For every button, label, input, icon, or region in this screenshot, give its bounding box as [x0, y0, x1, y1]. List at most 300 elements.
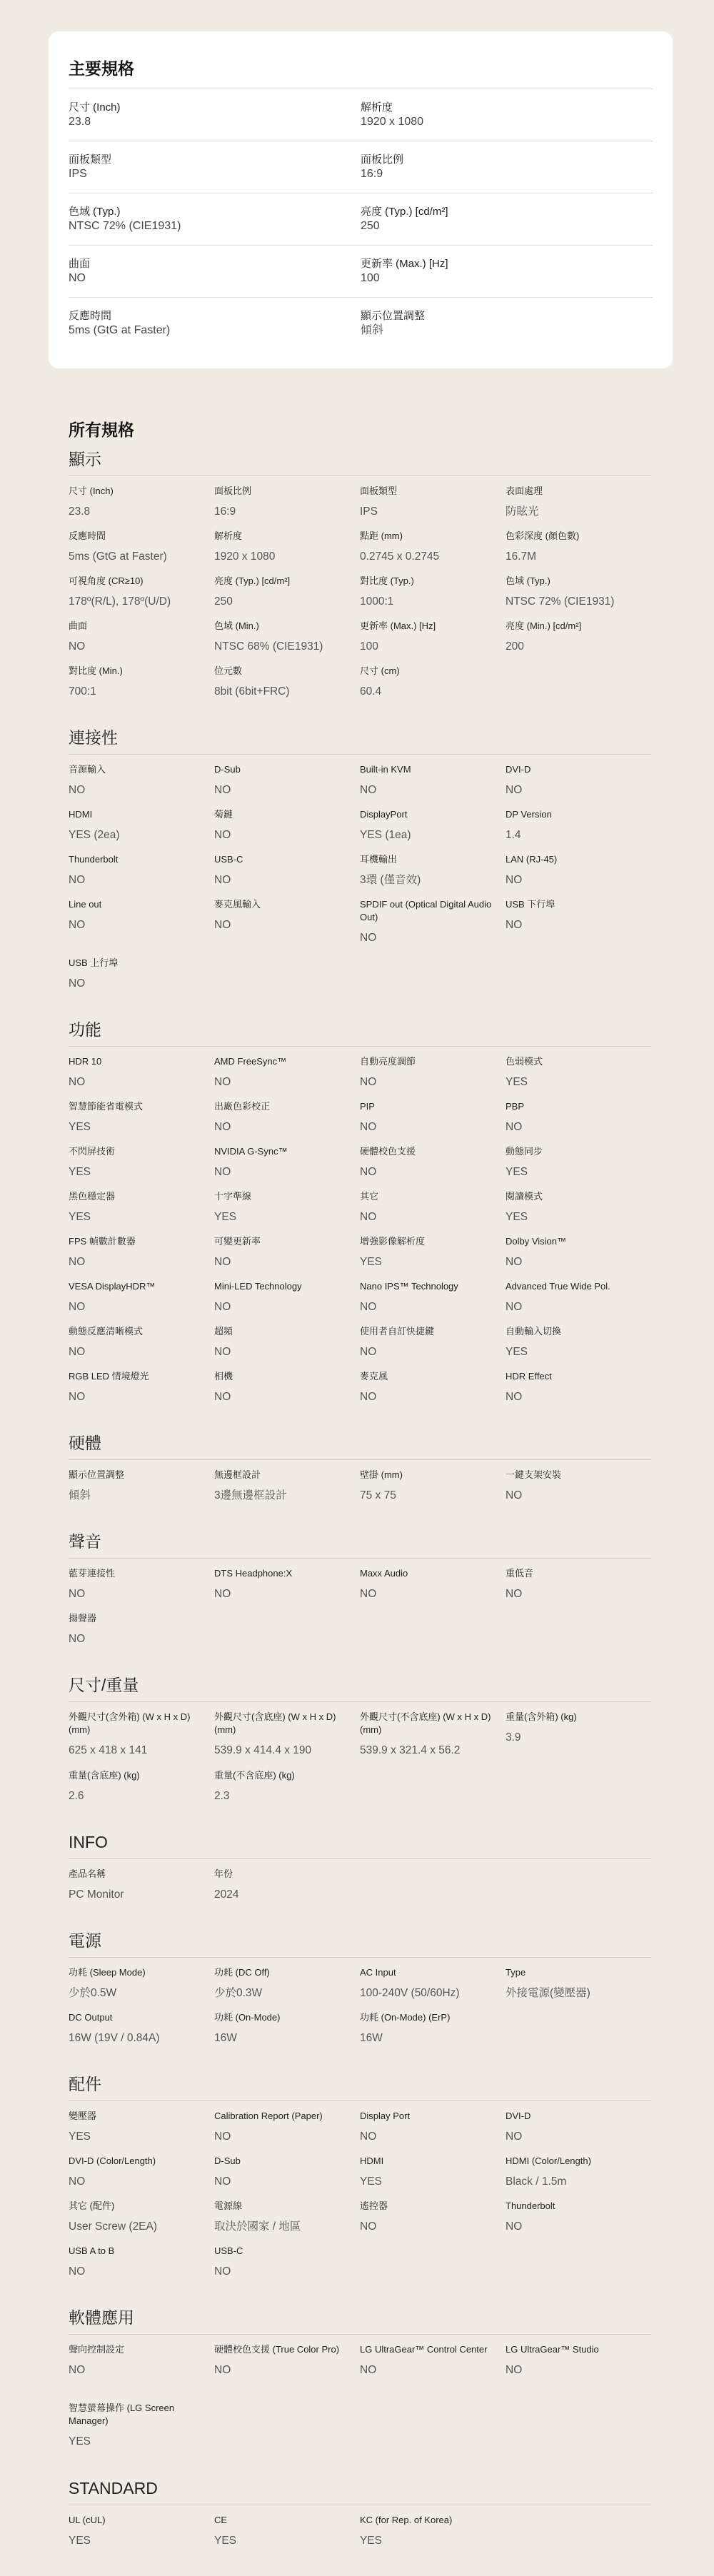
- spec-label: Calibration Report (Paper): [214, 2110, 323, 2121]
- spec-item: [214, 2343, 360, 2402]
- spec-item: [214, 2155, 360, 2200]
- spec-value: 60.4: [360, 685, 382, 698]
- spec-value: 2024: [214, 1888, 239, 1901]
- spec-value: 16.7M: [506, 550, 537, 563]
- spec-value: NO: [214, 2175, 231, 2188]
- spec-value: NO: [214, 1391, 231, 1403]
- spec-value: 8bit (6bit+FRC): [214, 685, 290, 698]
- spec-item: [69, 853, 214, 898]
- spec-grid: [69, 1055, 651, 1415]
- spec-label: AMD FreeSync™: [214, 1056, 287, 1067]
- spec-item: [506, 808, 651, 853]
- spec-grid: [69, 2110, 651, 2290]
- spec-label: 麥克風輸入: [214, 899, 261, 910]
- spec-label: 面板類型: [360, 485, 398, 496]
- section-title: 尺寸/重量: [69, 1676, 139, 1694]
- spec-item: [69, 2110, 214, 2155]
- spec-label: Mini-LED Technology: [214, 1281, 302, 1292]
- spec-item: [69, 1190, 214, 1235]
- spec-item: [69, 2155, 214, 2200]
- spec-value: NO: [69, 1346, 86, 1358]
- spec-item: [69, 898, 214, 957]
- spec-item: [506, 1469, 651, 1514]
- key-specs-grid: [69, 89, 653, 349]
- spec-value: 3環 (僅音效): [360, 874, 421, 886]
- spec-value: NO: [69, 1588, 86, 1600]
- spec-value: NO: [214, 874, 231, 886]
- spec-value: 2.6: [69, 1790, 84, 1802]
- spec-label: 增強影像解析度: [360, 1236, 426, 1247]
- key-spec-item: [361, 89, 653, 141]
- spec-value: NO: [360, 1166, 377, 1178]
- spec-value: NO: [506, 2220, 523, 2233]
- spec-section: [69, 727, 651, 1002]
- spec-value: YES: [69, 2435, 91, 2447]
- spec-item: [506, 575, 651, 620]
- section-title: 硬體: [69, 1434, 101, 1452]
- spec-label: 出廠色彩校正: [214, 1101, 271, 1112]
- spec-label: 不閃屏技術: [69, 1146, 116, 1157]
- spec-label: 壁掛 (mm): [360, 1469, 403, 1480]
- spec-item: [506, 1966, 651, 2011]
- section-title: 軟體應用: [69, 2308, 134, 2327]
- spec-label: 更新率 (Max.) [Hz]: [360, 620, 436, 631]
- spec-label: DisplayPort: [360, 809, 408, 820]
- spec-item: [69, 1370, 214, 1415]
- spec-value: User Screw (2EA): [69, 2220, 158, 2233]
- spec-value: NO: [506, 1256, 523, 1268]
- spec-value: YES: [69, 2535, 91, 2547]
- spec-value: YES: [506, 1076, 528, 1088]
- spec-item: [214, 1469, 360, 1514]
- spec-value: 539.9 x 321.4 x 56.2: [360, 1744, 461, 1756]
- spec-value: Black / 1.5m: [506, 2175, 567, 2188]
- spec-item: [360, 2155, 506, 2200]
- spec-value: NO: [69, 919, 86, 931]
- spec-item: [69, 1868, 214, 1913]
- spec-grid: [69, 763, 651, 1002]
- spec-item: [360, 898, 506, 957]
- spec-label: Line out: [69, 899, 102, 910]
- spec-item: [69, 1567, 214, 1612]
- spec-label: Display Port: [360, 2110, 411, 2121]
- spec-item: [360, 1567, 506, 1612]
- spec-item: [214, 2514, 360, 2559]
- section-title: 功能: [69, 1020, 101, 1039]
- spec-value: NO: [506, 919, 523, 931]
- spec-item: [360, 1280, 506, 1325]
- spec-label: 外觀尺寸(含底座) (W x H x D) (mm): [214, 1711, 336, 1735]
- section-title: 連接性: [69, 728, 118, 747]
- spec-item: [214, 1567, 360, 1612]
- spec-item: [360, 1145, 506, 1190]
- key-spec-label: 曲面: [69, 258, 91, 270]
- spec-label: USB A to B: [69, 2245, 115, 2256]
- section-title: 聲音: [69, 1532, 101, 1551]
- spec-value: YES: [506, 1211, 528, 1223]
- spec-item: [69, 2514, 214, 2559]
- key-spec-value: 5ms (GtG at Faster): [69, 324, 171, 336]
- spec-label: 可視角度 (CR≥10): [69, 575, 144, 586]
- spec-grid: [69, 1711, 651, 1814]
- spec-item: [214, 808, 360, 853]
- spec-value: NO: [360, 1301, 377, 1313]
- spec-value: YES: [360, 1256, 383, 1268]
- spec-item: [214, 1711, 360, 1769]
- spec-label: D-Sub: [214, 764, 241, 775]
- section-title: INFO: [69, 1833, 108, 1851]
- spec-item: [69, 808, 214, 853]
- spec-value: YES: [69, 2130, 91, 2143]
- key-specs-title: 主要規格: [69, 59, 134, 78]
- spec-label: 功耗 (Sleep Mode): [69, 1967, 146, 1978]
- key-spec-label: 面板類型: [69, 154, 112, 166]
- spec-item: [69, 2245, 214, 2290]
- spec-label: Thunderbolt: [506, 2200, 555, 2211]
- spec-label: DVI-D: [506, 2110, 531, 2121]
- spec-label: LG UltraGear™ Studio: [506, 2344, 599, 2355]
- spec-item: [360, 2110, 506, 2155]
- spec-item: [214, 2200, 360, 2245]
- spec-value: NO: [360, 2364, 377, 2376]
- spec-item: [69, 665, 214, 710]
- spec-label: 重量(含底座) (kg): [69, 1770, 140, 1781]
- spec-item: [69, 2011, 214, 2056]
- spec-label: DVI-D: [506, 764, 531, 775]
- spec-item: [214, 1190, 360, 1235]
- all-specs-title: 所有規格: [69, 421, 134, 439]
- spec-grid: [69, 485, 651, 710]
- spec-item: [214, 1055, 360, 1100]
- spec-value: NO: [360, 1211, 377, 1223]
- spec-label: 自動輸入切換: [506, 1326, 562, 1337]
- spec-value: 178º(R/L), 178º(U/D): [69, 595, 171, 608]
- spec-item: [69, 1769, 214, 1814]
- key-spec-item: [361, 141, 653, 193]
- spec-value: 16W (19V / 0.84A): [69, 2032, 160, 2044]
- spec-value: YES (2ea): [69, 829, 120, 841]
- section-title: 配件: [69, 2075, 101, 2093]
- spec-section: [69, 1019, 651, 1415]
- spec-value: NO: [214, 784, 231, 796]
- spec-label: Dolby Vision™: [506, 1236, 567, 1247]
- spec-label: 智慧節能省電模式: [69, 1101, 144, 1112]
- spec-item: [69, 620, 214, 665]
- spec-item: [506, 1280, 651, 1325]
- key-spec-item: [361, 246, 653, 297]
- spec-value: YES: [69, 1121, 91, 1133]
- spec-label: D-Sub: [214, 2155, 241, 2166]
- spec-value: NO: [506, 2364, 523, 2376]
- spec-value: NO: [69, 1391, 86, 1403]
- key-spec-value: 16:9: [361, 168, 383, 180]
- spec-item: [69, 1612, 214, 1657]
- spec-item: [506, 1325, 651, 1370]
- spec-item: [360, 485, 506, 530]
- spec-label: 解析度: [214, 530, 243, 541]
- key-spec-row: [69, 193, 653, 245]
- spec-item: [360, 2343, 506, 2402]
- spec-value: NO: [360, 784, 377, 796]
- key-spec-item: [69, 141, 361, 193]
- spec-label: UL (cUL): [69, 2515, 106, 2525]
- spec-value: 防眩光: [506, 505, 539, 518]
- section-divider: [69, 1046, 651, 1047]
- spec-label: FPS 幀數計數器: [69, 1236, 136, 1247]
- spec-value: NO: [69, 1301, 86, 1313]
- spec-label: 點距 (mm): [360, 530, 403, 541]
- spec-label: 亮度 (Min.) [cd/m²]: [506, 620, 582, 631]
- spec-item: [360, 1235, 506, 1280]
- spec-item: [214, 620, 360, 665]
- spec-label: 色域 (Typ.): [506, 575, 550, 586]
- section-divider: [69, 754, 651, 755]
- spec-label: LAN (RJ-45): [506, 854, 558, 865]
- spec-item: [69, 763, 214, 808]
- spec-value: NO: [506, 874, 523, 886]
- spec-value: 3邊無邊框設計: [214, 1489, 287, 1501]
- spec-label: 反應時間: [69, 530, 106, 541]
- spec-label: LG UltraGear™ Control Center: [360, 2344, 488, 2355]
- spec-label: 對比度 (Min.): [69, 665, 123, 676]
- spec-value: NO: [214, 1076, 231, 1088]
- spec-value: NO: [214, 919, 231, 931]
- spec-item: [69, 1145, 214, 1190]
- spec-item: [69, 1055, 214, 1100]
- spec-label: DTS Headphone:X: [214, 1568, 293, 1579]
- spec-item: [69, 957, 214, 1002]
- spec-label: PIP: [360, 1101, 375, 1112]
- spec-label: 聲向控制設定: [69, 2344, 125, 2355]
- spec-label: 產品名稱: [69, 1868, 106, 1879]
- spec-label: 音源輸入: [69, 764, 106, 775]
- spec-label: 藍芽連接性: [69, 1568, 116, 1579]
- spec-value: YES: [360, 2535, 383, 2547]
- spec-label: Type: [506, 1967, 526, 1978]
- key-spec-label: 更新率 (Max.) [Hz]: [361, 258, 448, 270]
- spec-section: [69, 1930, 651, 2056]
- spec-section: [69, 448, 651, 710]
- spec-label: 重量(不含底座) (kg): [214, 1770, 295, 1781]
- spec-value: 2.3: [214, 1790, 230, 1802]
- spec-item: [214, 1145, 360, 1190]
- spec-item: [360, 530, 506, 575]
- spec-label: 超頻: [214, 1326, 233, 1337]
- spec-label: 十字準線: [214, 1191, 252, 1202]
- spec-item: [69, 1325, 214, 1370]
- spec-label: 相機: [214, 1371, 233, 1382]
- spec-value: 5ms (GtG at Faster): [69, 550, 167, 563]
- spec-value: NO: [506, 784, 523, 796]
- key-spec-row: [69, 89, 653, 141]
- spec-value: 3.9: [506, 1731, 521, 1744]
- spec-item: [360, 853, 506, 898]
- spec-section: [69, 1531, 651, 1657]
- spec-label: 外觀尺寸(不含底座) (W x H x D) (mm): [360, 1711, 491, 1735]
- spec-value: NO: [69, 2364, 86, 2376]
- spec-label: 動態反應清晰模式: [69, 1326, 144, 1337]
- spec-label: 功耗 (On-Mode): [214, 2012, 281, 2023]
- spec-value: YES: [506, 1166, 528, 1178]
- spec-item: [506, 1145, 651, 1190]
- spec-item: [506, 2110, 651, 2155]
- spec-item: [214, 1966, 360, 2011]
- spec-label: AC Input: [360, 1967, 396, 1978]
- spec-item: [69, 2200, 214, 2245]
- section-title: STANDARD: [69, 2479, 158, 2497]
- spec-value: 外接電源(變壓器): [506, 1987, 590, 1999]
- spec-value: 700:1: [69, 685, 96, 698]
- spec-value: YES: [506, 1346, 528, 1358]
- key-spec-label: 亮度 (Typ.) [cd/m²]: [361, 206, 448, 218]
- spec-value: YES: [69, 1166, 91, 1178]
- spec-label: 亮度 (Typ.) [cd/m²]: [214, 575, 291, 586]
- spec-value: 16W: [360, 2032, 383, 2044]
- spec-label: USB 下行埠: [506, 899, 555, 910]
- key-spec-value: 1920 x 1080: [361, 116, 424, 128]
- spec-label: 尺寸 (cm): [360, 665, 400, 676]
- spec-item: [360, 1190, 506, 1235]
- spec-value: YES: [214, 1211, 237, 1223]
- spec-label: HDMI: [360, 2155, 384, 2166]
- key-spec-value: 23.8: [69, 116, 91, 128]
- spec-value: YES: [214, 2535, 237, 2547]
- spec-item: [214, 1868, 360, 1913]
- spec-label: HDMI: [69, 809, 93, 820]
- spec-value: NO: [69, 640, 86, 653]
- spec-label: RGB LED 情境燈光: [69, 1371, 149, 1382]
- spec-value: NO: [360, 1588, 377, 1600]
- spec-value: NO: [506, 1301, 523, 1313]
- spec-label: HDR Effect: [506, 1371, 552, 1382]
- key-spec-label: 色域 (Typ.): [69, 206, 121, 218]
- spec-label: 色域 (Min.): [214, 620, 259, 631]
- spec-value: NO: [214, 1588, 231, 1600]
- spec-value: NO: [360, 1121, 377, 1133]
- spec-section: [69, 2073, 651, 2290]
- spec-item: [506, 1235, 651, 1280]
- spec-label: 其它 (配件): [69, 2200, 115, 2211]
- spec-value: NO: [506, 1391, 523, 1403]
- spec-item: [360, 1100, 506, 1145]
- spec-item: [506, 2155, 651, 2200]
- spec-label: 菊鏈: [214, 809, 233, 820]
- spec-value: NO: [214, 1256, 231, 1268]
- spec-item: [214, 853, 360, 898]
- spec-value: NO: [214, 1301, 231, 1313]
- key-spec-item: [69, 298, 361, 349]
- spec-label: 硬體校色支援 (True Color Pro): [214, 2344, 340, 2355]
- spec-value: NO: [214, 2364, 231, 2376]
- spec-item: [214, 2110, 360, 2155]
- spec-value: 100: [360, 640, 378, 653]
- spec-value: 1.4: [506, 829, 521, 841]
- spec-label: 一鍵支架安裝: [506, 1469, 562, 1480]
- spec-label: 顯示位置調整: [69, 1469, 125, 1480]
- spec-value: 0.2745 x 0.2745: [360, 550, 440, 563]
- spec-label: 重低音: [506, 1568, 534, 1579]
- spec-label: 硬體校色支援: [360, 1146, 416, 1157]
- spec-item: [69, 2402, 214, 2460]
- spec-item: [506, 1370, 651, 1415]
- spec-item: [506, 1711, 651, 1769]
- spec-value: NO: [69, 2265, 86, 2278]
- spec-item: [69, 2343, 214, 2402]
- spec-item: [69, 1235, 214, 1280]
- key-spec-label: 顯示位置調整: [361, 310, 426, 322]
- spec-item: [214, 665, 360, 710]
- key-spec-item: [69, 89, 361, 141]
- spec-label: 位元數: [214, 665, 243, 676]
- key-spec-value: NO: [69, 272, 86, 284]
- section-divider: [69, 2334, 651, 2335]
- key-spec-value: NTSC 72% (CIE1931): [69, 220, 181, 232]
- spec-label: USB-C: [214, 2245, 243, 2256]
- spec-label: 動態同步: [506, 1146, 543, 1157]
- spec-value: NO: [360, 1076, 377, 1088]
- spec-label: DC Output: [69, 2012, 113, 2023]
- spec-item: [506, 485, 651, 530]
- spec-label: USB-C: [214, 854, 243, 865]
- spec-label: 色彩深度 (顏色數): [506, 530, 580, 541]
- spec-item: [214, 763, 360, 808]
- spec-value: NO: [214, 1346, 231, 1358]
- spec-item: [69, 1966, 214, 2011]
- spec-label: 閱讀模式: [506, 1191, 543, 1202]
- spec-label: Maxx Audio: [360, 1568, 408, 1579]
- spec-label: 年份: [214, 1868, 233, 1879]
- spec-item: [360, 2011, 506, 2056]
- spec-item: [360, 808, 506, 853]
- spec-value: 少於0.3W: [214, 1987, 263, 1999]
- spec-section: [69, 2477, 651, 2559]
- spec-value: 200: [506, 640, 524, 653]
- spec-value: NO: [69, 1256, 86, 1268]
- section-divider: [69, 1957, 651, 1958]
- spec-label: KC (for Rep. of Korea): [360, 2515, 453, 2525]
- spec-item: [214, 1235, 360, 1280]
- spec-item: [360, 575, 506, 620]
- spec-grid: [69, 2514, 651, 2559]
- spec-label: Thunderbolt: [69, 854, 119, 865]
- spec-value: 100-240V (50/60Hz): [360, 1987, 460, 1999]
- spec-item: [360, 1370, 506, 1415]
- spec-item: [506, 898, 651, 957]
- spec-item: [360, 2514, 506, 2559]
- spec-value: 1000:1: [360, 595, 394, 608]
- spec-label: Advanced True Wide Pol.: [506, 1281, 610, 1292]
- spec-label: 自動亮度調節: [360, 1056, 416, 1067]
- section-title: 電源: [69, 1931, 101, 1950]
- spec-value: YES: [360, 2175, 383, 2188]
- spec-label: 耳機輸出: [360, 854, 398, 865]
- spec-label: 無邊框設計: [214, 1469, 261, 1480]
- spec-grid: [69, 1966, 651, 2056]
- spec-label: 重量(含外箱) (kg): [506, 1711, 577, 1722]
- spec-label: 表面處理: [506, 485, 543, 496]
- key-spec-item: [69, 246, 361, 297]
- spec-label: USB 上行埠: [69, 957, 119, 968]
- spec-item: [360, 665, 506, 710]
- spec-value: IPS: [360, 505, 378, 518]
- spec-item: [506, 620, 651, 665]
- key-spec-row: [69, 141, 653, 193]
- key-spec-value: 100: [361, 272, 380, 284]
- spec-item: [69, 1100, 214, 1145]
- spec-value: 23.8: [69, 505, 91, 518]
- section-divider: [69, 1459, 651, 1460]
- spec-label: Built-in KVM: [360, 764, 411, 775]
